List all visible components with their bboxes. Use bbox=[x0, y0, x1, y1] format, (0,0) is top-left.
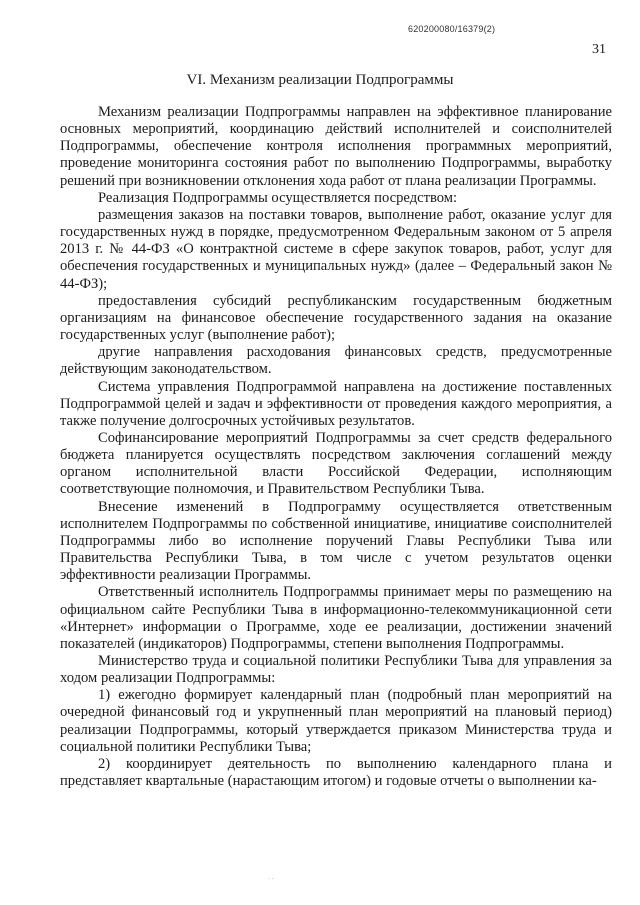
section-title: VI. Механизм реализации Подпрограммы bbox=[186, 72, 454, 88]
paragraph-cofinancing: Софинансирование мероприятий Подпрограммы за счет средств федерального бюджета планируется осуществлять посредством заключения соглашений между органом исполнительной власти Российской Федерации, исполняющим соответствующие полномочия, и Правительством Республики Тыва. bbox=[60, 429, 612, 498]
paragraph-procurement: размещения заказов на поставки товаров, выполнение работ, оказание услуг для государственных нужд в порядке, предусмотренном Федеральным законом от 5 апреля 2013 г. № 44-ФЗ «О контрактной системе в сфере закупок товаров, работ, услуг для обеспечения государственных и муниципальных нужд» (далее – Федеральный закон № 44-ФЗ); bbox=[60, 206, 612, 292]
paragraph-ministry: Министерство труда и социальной политики Республики Тыва для управления за ходом реализации Подпрограммы: bbox=[60, 653, 612, 687]
body-text bbox=[60, 104, 612, 790]
paragraph-other-directions: другие направления расходования финансовых средств, предусмотренные действующим законодательством. bbox=[60, 344, 612, 378]
paragraph-subsidies: предоставления субсидий республиканским государственным бюджетным организациям на финансовое обеспечение государственного задания на оказание государственных услуг (выполнение работ); bbox=[60, 292, 612, 344]
paragraph-item-1: 1) ежегодно формирует календарный план (подробный план мероприятий на очередной финансовый год и укрупненный план мероприятий на плановый период) реализации Подпрограммы, который утверждается приказом Министерства труда и социальной политики Республики Тыва; bbox=[60, 687, 612, 755]
document-id: 620200080/16379(2) bbox=[408, 24, 496, 34]
paragraph-management-system: Система управления Подпрограммой направлена на достижение поставленных Подпрограммой целей и задач и эффективности от проведения каждого мероприятия, а также получение долгосрочных устойчивых результатов. bbox=[60, 378, 612, 429]
paragraph-item-2: 2) координирует деятельность по выполнению календарного плана и представляет квартальные (нарастающим итогом) и годовые отчеты о выполнении ка- bbox=[60, 755, 612, 790]
paragraph-amendments: Внесение изменений в Подпрограмму осуществляется ответственным исполнителем Подпрограммы по собственной инициативе, инициативе соисполнителей Подпрограммы либо во исполнение поручений Главы Республики Тыва или Правительства Республики Тыва, в том числе с учетом результатов оценки эффективности реализации Программы. bbox=[60, 498, 612, 584]
paragraph-implementation-intro: Реализация Подпрограммы осуществляется посредством: bbox=[98, 189, 458, 206]
paragraph-mechanism: Механизм реализации Подпрограммы направлен на эффективное планирование основных мероприятий, координацию действий исполнителей и соисполнителей Подпрограммы, обеспечение контроля исполнения программных мероприятий, проведение мониторинга состояния работ по выполнению Подпрограммы, выработку решений при возникновении отклонения хода работ от плана реализации Программы. bbox=[60, 104, 612, 189]
paragraph-publication: Ответственный исполнитель Подпрограммы принимает меры по размещению на официальном сайте Республики Тыва в информационно-телекоммуникационной сети «Интернет» информации о Программе, ходе ее реализации, достижении значений показателей (индикаторов) Подпрограммы, степени выполнения Подпрограммы. bbox=[60, 584, 612, 652]
page-number: 31 bbox=[592, 42, 606, 57]
scan-marks: · · bbox=[268, 876, 274, 883]
